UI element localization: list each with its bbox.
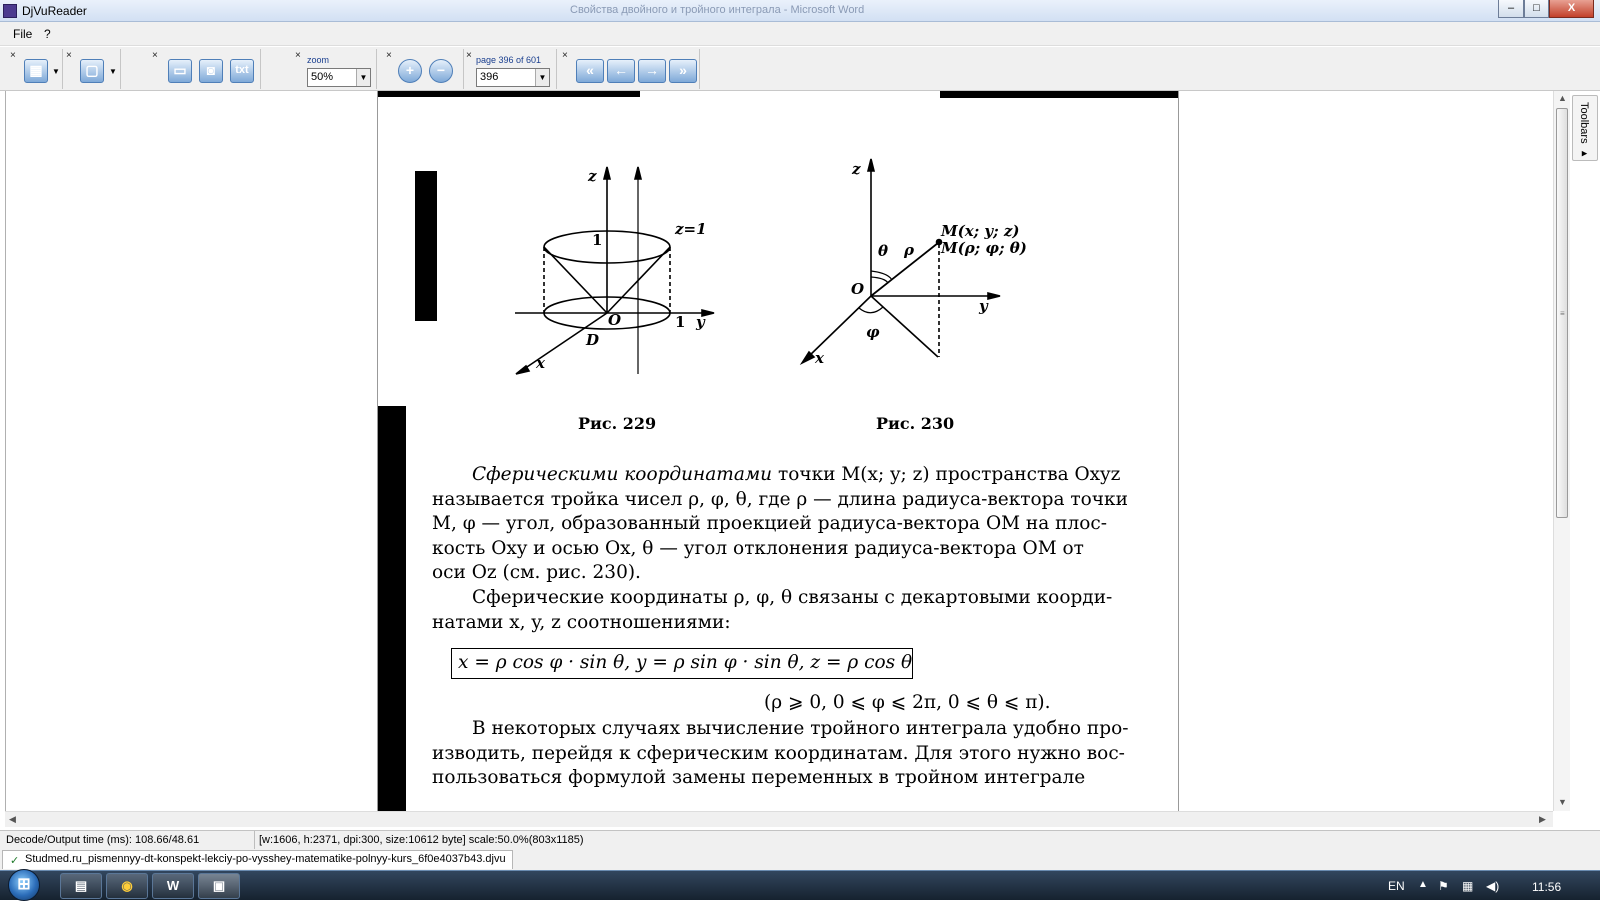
arrow-icon	[988, 293, 1000, 299]
chevron-down-icon[interactable]: ▼	[52, 67, 60, 76]
last-page-button[interactable]: »	[669, 59, 697, 83]
text-line: пользоваться формулой замены переменных в тройном интеграле	[432, 767, 1086, 788]
fig230-origin-label: O	[851, 280, 865, 298]
toolbar-group-zoom-buttons	[384, 49, 464, 89]
toolbar-group-layout	[64, 49, 121, 89]
fig229-z1-label: z=1	[675, 220, 707, 238]
fig229-one-label: 1	[592, 231, 603, 249]
show-hidden-icons-icon[interactable]: ▲	[1418, 879, 1428, 890]
figure-230	[802, 159, 1000, 363]
group-close-icon[interactable]: ×	[152, 50, 158, 61]
text-line: изводить, перейдя к сферическим координатам. Для этого нужно вос-	[432, 742, 1125, 764]
scroll-right-icon[interactable]: ▶	[1539, 814, 1546, 824]
fig230-x-label: x	[815, 349, 824, 367]
start-button[interactable]: ⊞	[8, 869, 40, 901]
title-bar	[0, 0, 1600, 22]
djvu-reader-icon[interactable]: ▣	[198, 873, 240, 899]
fig229-z-label: z	[588, 167, 597, 185]
text-line: оси Oz (см. рис. 230).	[432, 562, 641, 583]
page-label: page 396 of 601	[476, 55, 542, 65]
fig230-theta-label: θ	[878, 242, 889, 260]
window-title: DjVuReader	[22, 4, 87, 18]
page-select[interactable]	[476, 68, 550, 87]
group-close-icon[interactable]: ×	[466, 50, 472, 61]
zoom-in-button[interactable]: +	[398, 59, 422, 83]
menu-file[interactable]: File	[13, 27, 33, 41]
background-window-title: Свойства двойного и тройного интеграла - Microsoft Word	[570, 4, 865, 16]
arrow-icon	[868, 159, 874, 171]
toolbar	[0, 47, 1600, 91]
chevron-down-icon[interactable]: ▼	[109, 67, 117, 76]
text-line: точки M(x; y; z) пространства Oxyz	[772, 464, 1121, 485]
vertical-scrollbar[interactable]	[1553, 91, 1570, 811]
network-icon[interactable]: ▦	[1462, 879, 1474, 893]
arrow-icon	[604, 167, 610, 179]
checkmark-icon: ✓	[10, 855, 20, 867]
formula-conditions: (ρ ⩾ 0, 0 ⩽ φ ⩽ 2π, 0 ⩽ θ ⩽ π).	[764, 692, 1051, 713]
chrome-icon[interactable]: ◉	[106, 873, 148, 899]
fig230-phi-label: φ	[866, 323, 880, 341]
maximize-button[interactable]: □	[1524, 0, 1549, 18]
scrollbar-thumb[interactable]	[1556, 108, 1568, 518]
chevron-down-icon[interactable]: ▼	[356, 69, 370, 86]
text-select-button[interactable]: txt	[230, 59, 254, 83]
figure-229	[515, 167, 714, 374]
paragraph-relations	[432, 586, 1148, 635]
page-value: 396	[480, 71, 499, 83]
horizontal-scrollbar[interactable]	[5, 811, 1553, 827]
status-bar	[0, 830, 1600, 849]
text-line: В некоторых случаях вычисление тройного интеграла удобно про-	[472, 718, 1129, 739]
language-indicator[interactable]: EN	[1388, 879, 1405, 893]
toolbar-group-view	[8, 49, 63, 89]
close-button[interactable]: X	[1549, 0, 1594, 18]
menu-bar	[0, 22, 1600, 46]
group-close-icon[interactable]: ×	[295, 50, 301, 61]
text-line: называется тройка чисел ρ, φ, θ, где ρ — длина радиуса-вектора точки	[432, 488, 1128, 510]
document-info: [w:1606, h:2371, dpi:300, size:10612 byte] scale:50.0%(803x1185)	[259, 834, 584, 846]
text-line: M, φ — угол, образованный проекцией радиуса-вектора OM на плос-	[432, 513, 1108, 534]
toolbar-group-page	[464, 49, 557, 89]
fig229-origin-label: O	[608, 311, 622, 329]
fig230-M2-label: M(ρ; φ; θ)	[941, 239, 1027, 257]
formula-box: x = ρ cos φ · sin θ, y = ρ sin φ · sin θ, z = ρ cos θ	[451, 648, 913, 679]
document-tab-strip	[0, 849, 1600, 870]
scroll-left-icon[interactable]: ◀	[9, 814, 16, 824]
group-close-icon[interactable]: ×	[66, 50, 72, 61]
app-icon	[3, 4, 17, 18]
document-tab-label: Studmed.ru_pismennyy-dt-konspekt-lekciy-po-vysshey-matematike-polnyy-kurs_6f0e4037b43.djvu	[25, 853, 506, 865]
paragraph-spherical-definition	[432, 463, 1148, 586]
scroll-down-icon[interactable]: ▼	[1558, 797, 1567, 807]
fig230-M1-label: M(x; y; z)	[941, 222, 1020, 240]
toolbar-group-zoom	[293, 49, 377, 89]
minimize-button[interactable]: –	[1498, 0, 1524, 18]
zoom-label: zoom	[307, 55, 330, 65]
document-viewport[interactable]	[0, 91, 1553, 811]
select-region-icon[interactable]: ▭	[168, 59, 192, 83]
fig230-y-label: y	[979, 297, 988, 315]
scan-edge-mark	[378, 406, 406, 811]
arrow-icon	[516, 366, 529, 374]
flag-icon[interactable]: ⚑	[1438, 879, 1449, 893]
divider	[254, 831, 255, 849]
first-page-button[interactable]: «	[576, 59, 604, 83]
toolbars-side-tab[interactable]	[1572, 95, 1598, 161]
menu-help[interactable]: ?	[44, 27, 51, 41]
zoom-value: 50%	[311, 71, 334, 83]
group-close-icon[interactable]: ×	[562, 50, 568, 61]
image-select-icon[interactable]: ◙	[199, 59, 223, 83]
document-page	[377, 91, 1179, 811]
fig229-x-label: x	[536, 354, 545, 372]
text-line: Сферические координаты ρ, φ, θ связаны с декартовыми коорди-	[472, 587, 1113, 608]
previous-page-button[interactable]: ←	[607, 59, 635, 83]
clock[interactable]: 11:56	[1532, 880, 1562, 894]
group-close-icon[interactable]: ×	[10, 50, 16, 61]
volume-icon[interactable]: ◀)	[1486, 879, 1500, 893]
group-close-icon[interactable]: ×	[386, 50, 392, 61]
paragraph-change-variables	[432, 717, 1148, 791]
fig230-caption: Рис. 230	[876, 414, 955, 433]
zoom-out-button[interactable]: −	[429, 59, 453, 83]
document-tab[interactable]	[2, 850, 513, 869]
figures	[378, 91, 1179, 451]
next-page-button[interactable]: →	[638, 59, 666, 83]
view-mode-icon[interactable]: ▦	[24, 59, 48, 83]
zoom-select[interactable]	[307, 68, 371, 87]
toolbar-group-navigation	[560, 49, 700, 89]
fig229-D-label: D	[586, 331, 600, 349]
toolbar-group-select	[150, 49, 261, 89]
text-line: натами x, y, z соотношениями:	[432, 611, 731, 633]
scroll-up-icon[interactable]: ▲	[1558, 93, 1567, 103]
text-line: кость Oxy и осью Ox, θ — угол отклонения радиуса-вектора OM от	[432, 537, 1084, 559]
arrow-icon	[635, 167, 641, 179]
grip-icon: ≡	[1560, 309, 1565, 318]
chevron-down-icon[interactable]: ▼	[535, 69, 549, 86]
fig230-rho-label: ρ	[904, 241, 914, 259]
decode-time: Decode/Output time (ms): 108.66/48.61	[6, 834, 200, 846]
taskbar	[0, 870, 1600, 900]
fig229-caption: Рис. 229	[578, 414, 657, 433]
italic-term: Сферическими координатами	[472, 464, 773, 485]
page-layout-icon[interactable]: ▢	[80, 59, 104, 83]
word-icon[interactable]	[152, 873, 194, 899]
folder-icon[interactable]: ▤	[60, 873, 102, 899]
fig229-one-right-label: 1	[675, 313, 686, 331]
toolbars-label: Toolbars ▸	[1578, 102, 1590, 160]
fig230-z-label: z	[852, 160, 861, 178]
word-letter: W	[166, 878, 180, 893]
fig229-y-label: y	[696, 313, 705, 331]
